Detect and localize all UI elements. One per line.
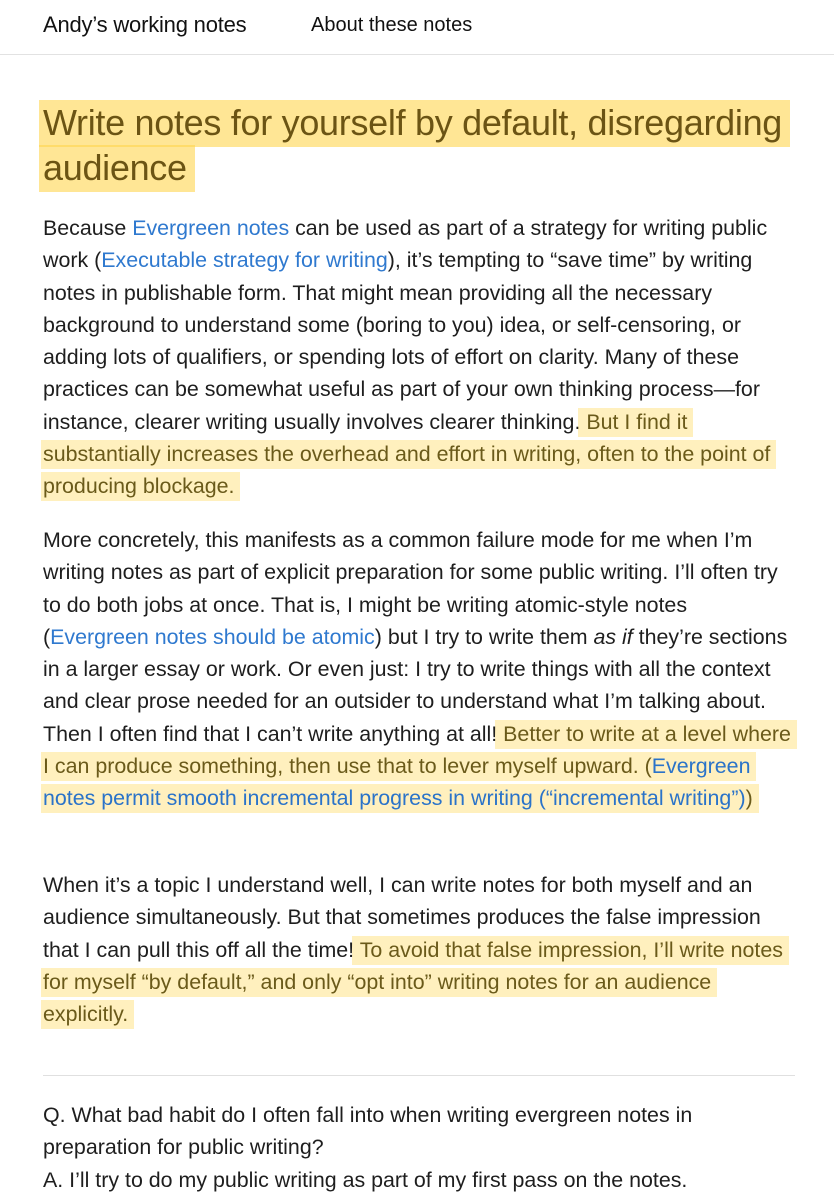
top-bar	[0, 0, 834, 55]
paragraph-text: More concretely, this manifests as a common failure mode for me when I’m writing notes as part of explicit preparation for some public writing. I’ll often try to do both jobs at once. That is, I might be writing atomic-style notes (	[43, 528, 778, 649]
paragraph-text: ) but I try to write them	[374, 624, 594, 649]
question-text: Q. What bad habit do I often fall into when writing evergreen notes in preparation for public writing?	[43, 1103, 693, 1160]
note-title-text: Write notes for yourself by default, disregarding audience	[39, 100, 790, 192]
about-notes-link[interactable]: About these notes	[311, 14, 473, 36]
paragraph-2	[43, 524, 797, 815]
paragraph-text: they’re sections in a larger essay or work. Or even just: I try to write things with all the context and clear prose needed for an outsider to understand what I’m talking about. Then I often find that I can’t write anything at all!	[43, 624, 788, 746]
section-divider	[43, 1075, 795, 1076]
note-title	[43, 100, 797, 190]
highlighted-text: But I find it substantially increases the overhead and effort in writing, often to the point of producing blockage.	[41, 408, 776, 502]
link-evergreen-atomic[interactable]: Evergreen notes should be atomic	[50, 624, 375, 649]
link-executable-strategy[interactable]: Executable strategy for writing	[101, 248, 388, 273]
link-incremental-writing[interactable]: Evergreen notes permit smooth incremental progress in writing (“incremental writing”)	[43, 754, 751, 811]
highlighted-text-part: Better to write at a level where I can produce something, then use that to lever myself upward. (	[43, 721, 791, 779]
site-title-link[interactable]: Andy’s working notes	[43, 12, 247, 37]
paragraph-3	[43, 869, 797, 1030]
paragraph-1	[43, 212, 797, 503]
qa-block	[43, 1099, 797, 1196]
emphasis-text: as if	[593, 624, 633, 649]
highlighted-text: To avoid that false impression, I’ll write notes for myself “by default,” and only “opt into” writing notes for an audience explicitly.	[41, 936, 789, 1030]
answer-text: A. I’ll try to do my public writing as part of my first pass on the notes.	[43, 1167, 688, 1192]
paragraph-text: When it’s a topic I understand well, I can write notes for both myself and an audience simultaneously. But that sometimes produces the false impression that I can pull this off all the time!	[43, 873, 761, 962]
paragraph-text: Because	[43, 216, 133, 240]
paragraph-text: can be used as part of a strategy for writing public work (	[43, 216, 768, 273]
highlighted-text-part: )	[745, 786, 753, 811]
paragraph-text: ), it’s tempting to “save time” by writing notes in publishable form. That might mean providing all the necessary background to understand some (boring to you) idea, or self-censoring, or adding lots of qualifiers, or spending lots of effort on clarity. Many of these practices can be somewhat useful as part of your own thinking process—for instance, clearer writing usually involves clearer thinking.	[43, 248, 760, 434]
link-evergreen-notes[interactable]: Evergreen notes	[132, 216, 290, 240]
